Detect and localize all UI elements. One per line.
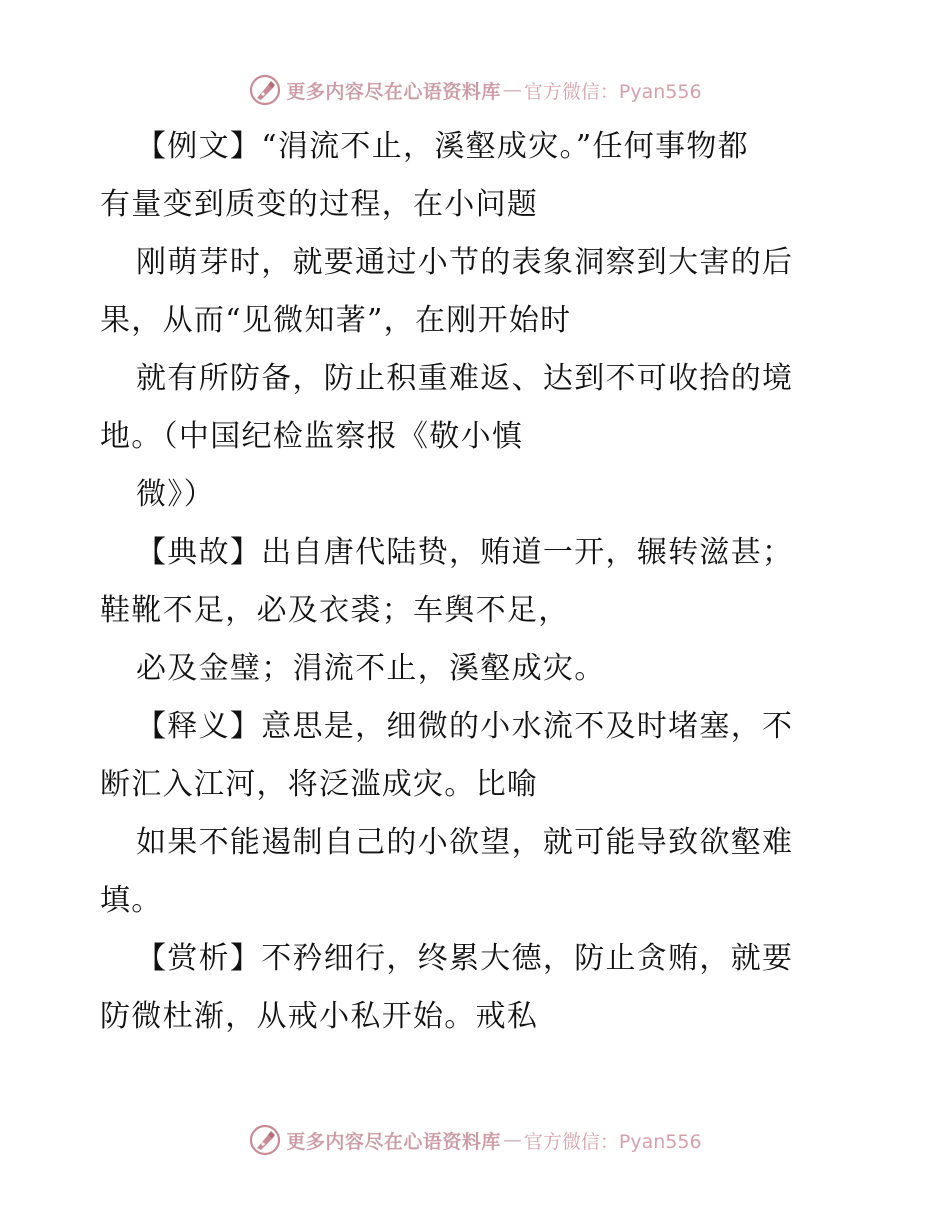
- body-line: 防微杜渐，从戒小私开始。戒私: [100, 999, 539, 1034]
- body-line: 刚萌芽时，就要通过小节的表象洞察到大害的后: [136, 245, 794, 280]
- pen-nib-logo-icon: [248, 73, 282, 107]
- body-line: 微》）: [136, 477, 215, 512]
- body-line: 地。（中国纪检监察报《敬小慎: [100, 419, 524, 454]
- document-body: [100, 118, 860, 1046]
- body-line: 【典故】出自唐代陆贽，贿道一开，辗转滋甚；: [136, 535, 794, 570]
- footer-banner: [0, 1120, 950, 1160]
- footer-site-name: 更多内容尽在心语资料库: [286, 1130, 501, 1153]
- body-line: 有量变到质变的过程，在小问题: [100, 187, 539, 222]
- body-line: 填。: [100, 883, 163, 918]
- header-site-name: 更多内容尽在心语资料库: [286, 80, 501, 103]
- header-separator: —: [502, 79, 522, 101]
- header-wechat: 官方微信：Pyan556: [523, 80, 702, 103]
- body-line: 【释义】意思是，细微的小水流不及时堵塞，不: [136, 709, 794, 744]
- body-line: 【例文】“涓流不止，溪壑成灾。”任何事物都: [136, 129, 749, 164]
- body-line: 果，从而“见微知著”，在刚开始时: [100, 303, 572, 338]
- body-line: 如果不能遏制自己的小欲望，就可能导致欲壑难: [136, 825, 794, 860]
- body-line: 就有所防备，防止积重难返、达到不可收拾的境: [136, 361, 794, 396]
- body-line: 【赏析】不矜细行，终累大德，防止贪贿，就要: [136, 941, 794, 976]
- footer-wechat: 官方微信：Pyan556: [523, 1130, 702, 1153]
- header-banner: [0, 70, 950, 110]
- footer-text: [286, 1127, 701, 1154]
- header-text: [286, 77, 701, 104]
- body-line: 必及金璧；涓流不止，溪壑成灾。: [136, 651, 606, 686]
- pen-nib-logo-icon: [248, 1123, 282, 1157]
- footer-separator: —: [502, 1129, 522, 1151]
- body-line: 断汇入江河，将泛滥成灾。比喻: [100, 767, 539, 802]
- body-line: 鞋靴不足，必及衣裘；车舆不足，: [100, 593, 570, 628]
